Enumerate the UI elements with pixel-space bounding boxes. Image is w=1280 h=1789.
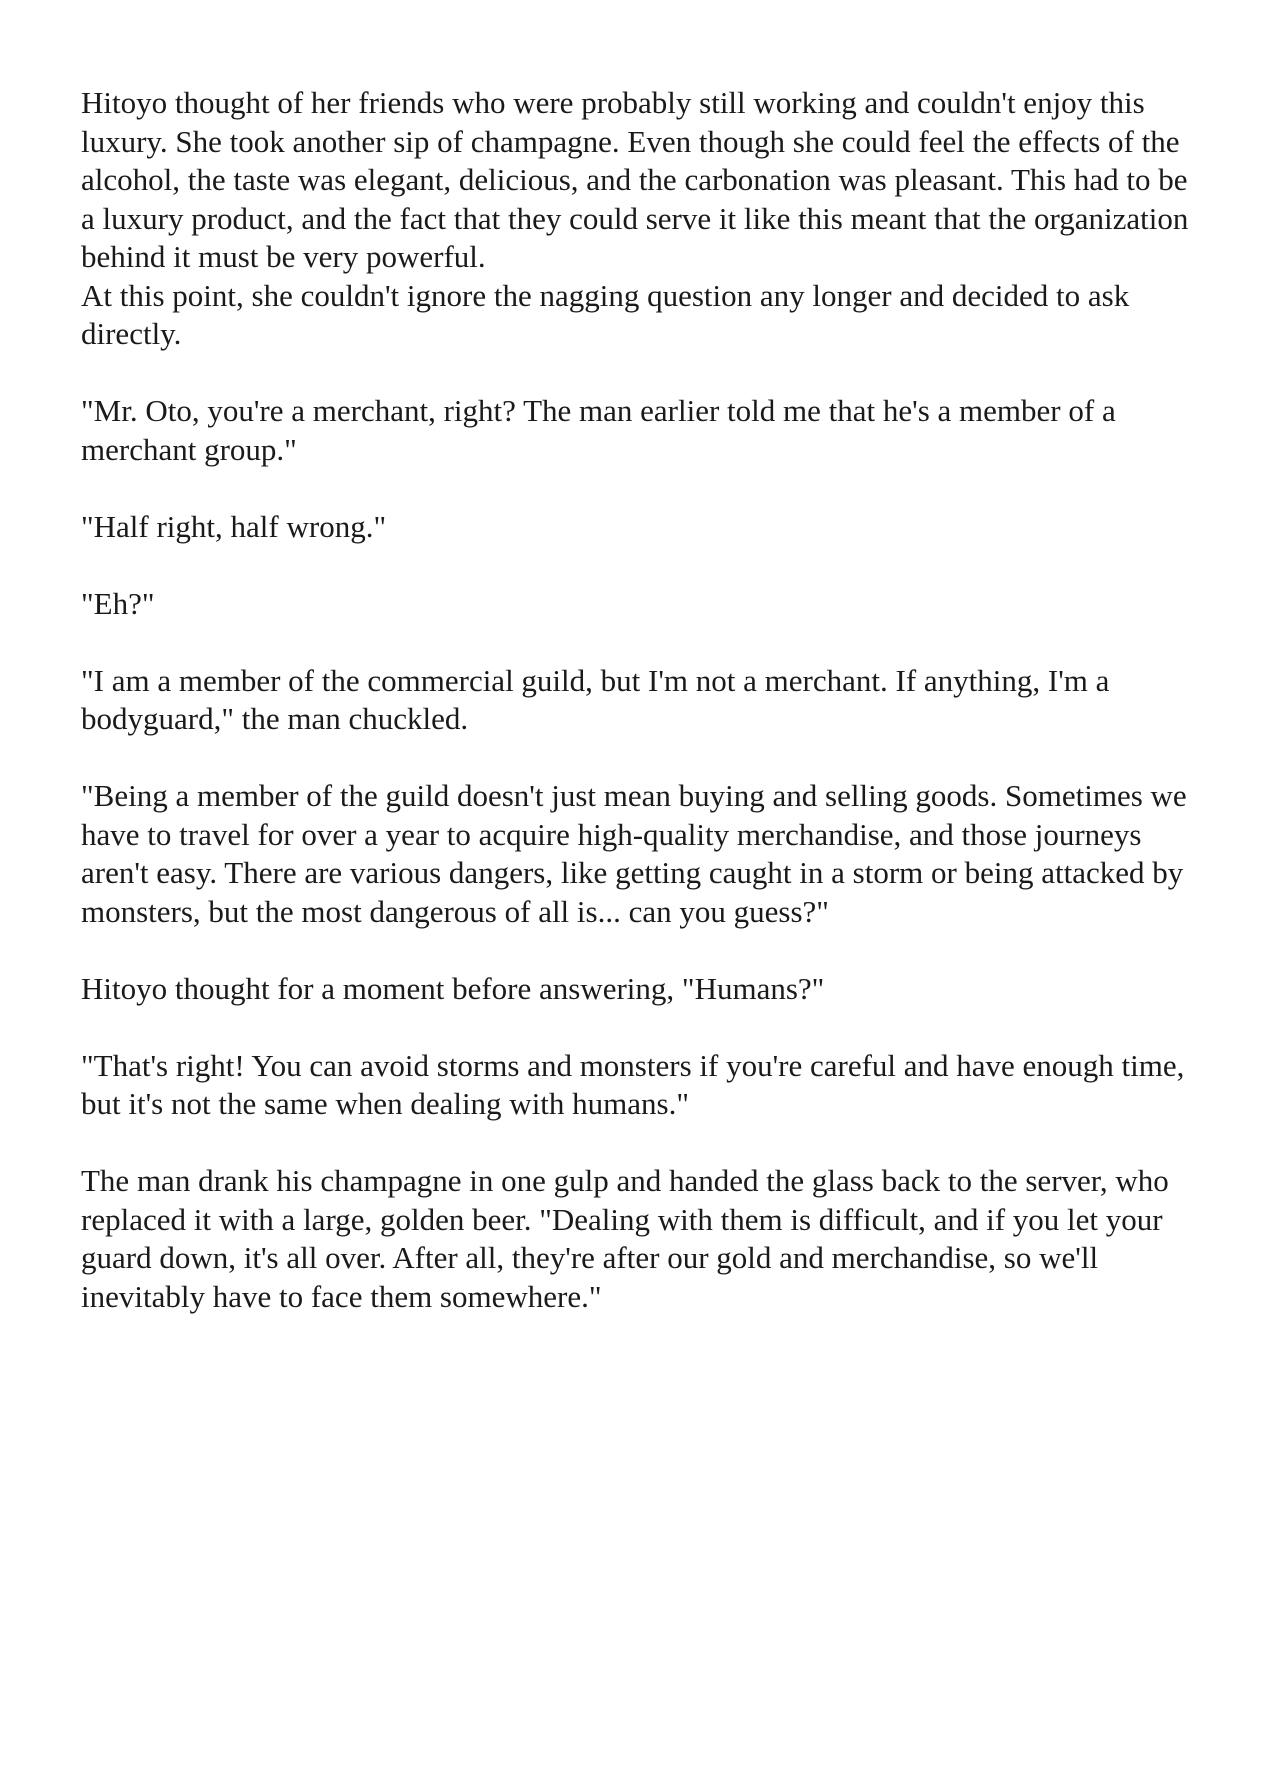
paragraph-dialogue-hitoyo-question: "Mr. Oto, you're a merchant, right? The man earlier told me that he's a member of a merchant group."	[81, 393, 1116, 467]
paragraph-dialogue-humans: Hitoyo thought for a moment before answering, "Humans?"	[81, 970, 825, 1006]
paragraph-narration-2: At this point, she couldn't ignore the nagging question any longer and decided to ask directly.	[81, 277, 1130, 351]
paragraph-dialogue-eh: "Eh?"	[81, 585, 155, 621]
paragraph-dialogue-bodyguard: "I am a member of the commercial guild, but I'm not a merchant. If anything, I'm a bodyguard," the man chuckled.	[81, 662, 1110, 736]
paragraph-dialogue-guild: "Being a member of the guild doesn't just mean buying and selling goods. Sometimes we have to travel for over a year to acquire high-quality merchandise, and those journeys aren't easy. There are various dangers, like getting caught in a storm or being attacked by monsters, but the most dangerous of all is... can you guess?"	[81, 778, 1187, 929]
paragraph-dialogue-thats-right: "That's right! You can avoid storms and monsters if you're careful and have enough time, but it's not the same when dealing with humans."	[81, 1047, 1185, 1121]
paragraph-narration-beer: The man drank his champagne in one gulp and handed the glass back to the server, who replaced it with a large, golden beer. "Dealing with them is difficult, and if you let your guard down, it's all over. After all, they're after our gold and merchandise, so we'll inevitably have to face them somewhere."	[81, 1163, 1169, 1314]
paragraph-narration-1: Hitoyo thought of her friends who were probably still working and couldn't enjoy this luxury. She took another sip of champagne. Even though she could feel the effects of the alcohol, the taste was elegant, delicious, and the carbonation was pleasant. This had to be a luxury product, and the fact that they could serve it like this meant that the organization behind it must be very powerful.	[81, 85, 1189, 274]
document-body	[81, 84, 1201, 1355]
paragraph-dialogue-half-right: "Half right, half wrong."	[81, 508, 387, 544]
